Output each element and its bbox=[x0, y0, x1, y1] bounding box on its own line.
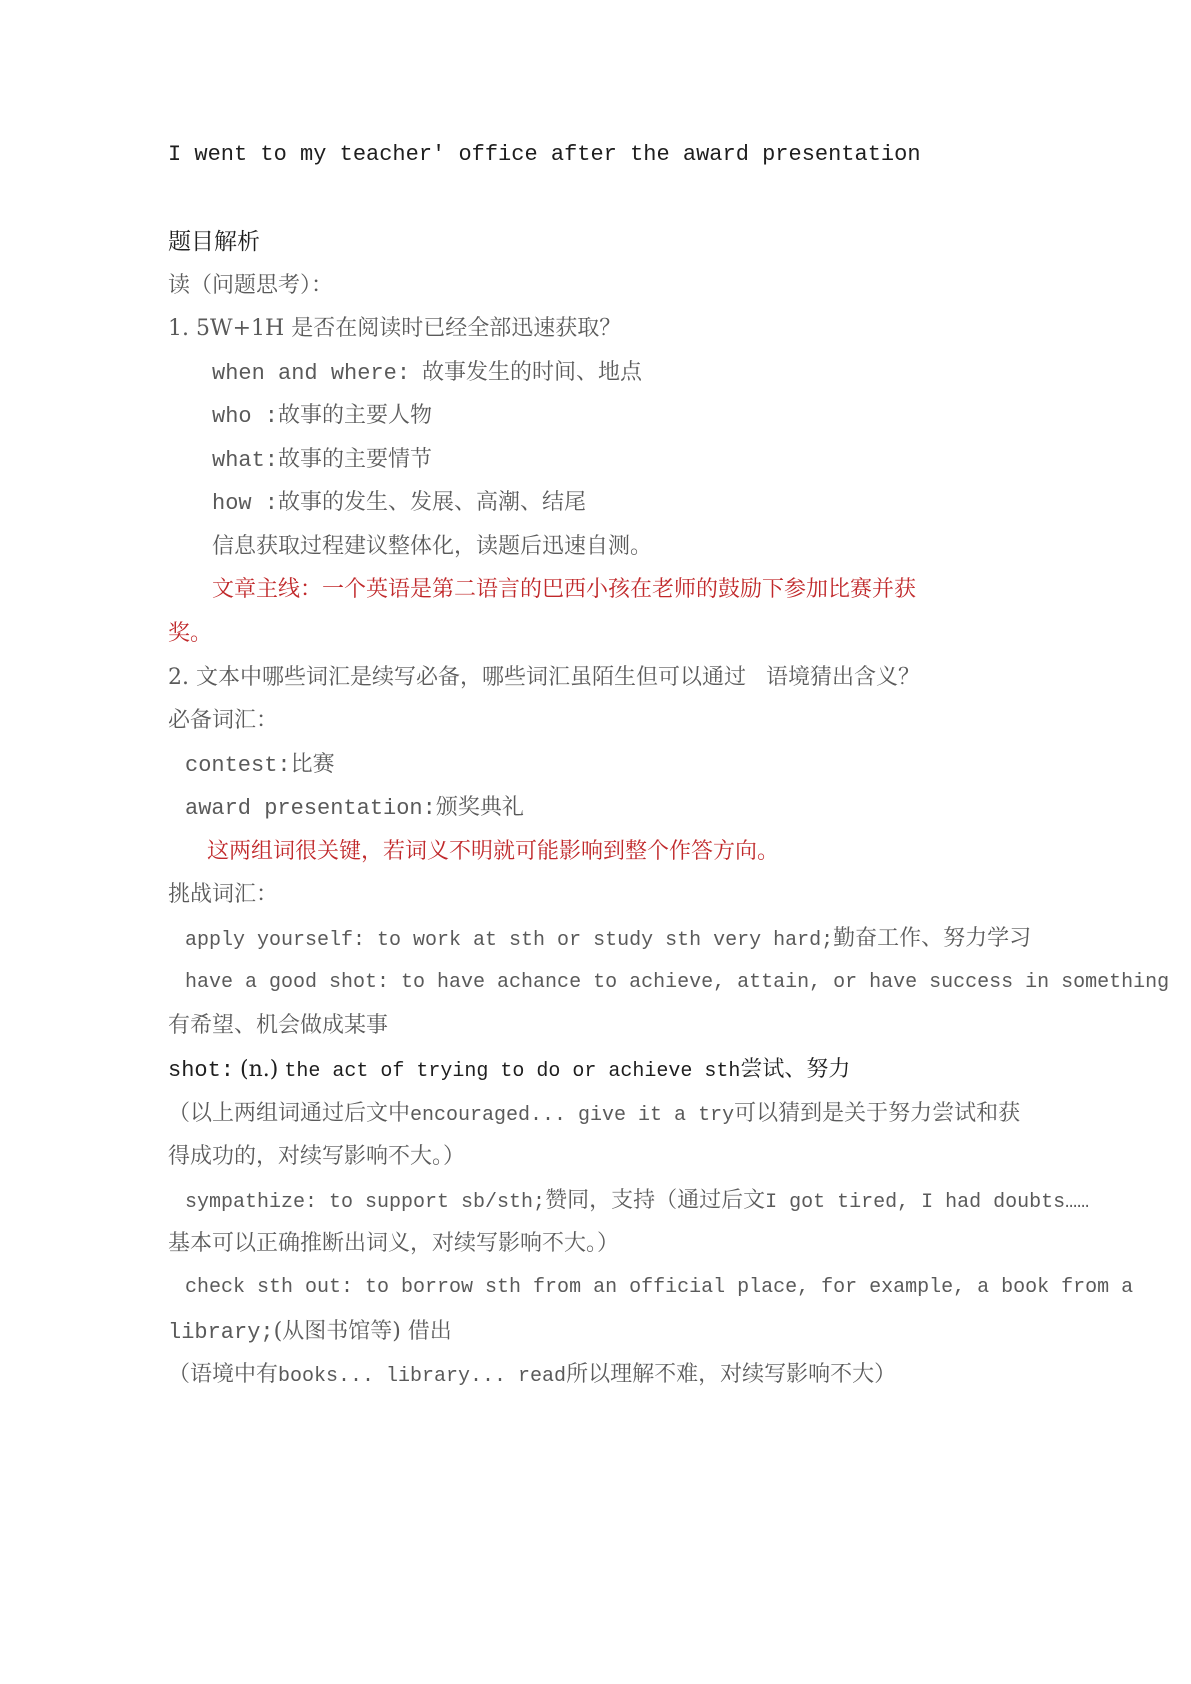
when-where-def: 故事发生的时间、地点 bbox=[422, 360, 643, 385]
shot-line bbox=[168, 1056, 850, 1086]
award-line bbox=[185, 794, 524, 823]
library-line bbox=[168, 1318, 452, 1347]
good-shot-def: 有希望、机会做成某事 bbox=[168, 1013, 389, 1038]
shot-term: shot: bbox=[168, 1058, 235, 1083]
apply-line bbox=[185, 925, 1031, 955]
who-def: 故事的主要人物 bbox=[278, 403, 433, 428]
note-1-end: 可以猜到是关于努力尝试和获 bbox=[734, 1101, 1021, 1126]
sympathize-term: sympathize: to support sb/sth; bbox=[185, 1191, 546, 1214]
apply-term: apply yourself: to work at sth or study sth very hard; bbox=[185, 929, 834, 952]
how-term: how : bbox=[212, 491, 279, 516]
advice-line: 信息获取过程建议整体化，读题后迅速自测。 bbox=[212, 534, 653, 559]
what-line bbox=[212, 446, 432, 475]
mainline-text-cont: 奖。 bbox=[168, 621, 213, 646]
question-1: 1. 5W+1H 是否在阅读时已经全部迅速获取？ bbox=[168, 316, 622, 341]
mainline-text: 文章主线：一个英语是第二语言的巴西小孩在老师的鼓励下参加比赛并获 bbox=[212, 577, 917, 602]
shot-english-def: the act of trying to do or achieve sth bbox=[284, 1060, 741, 1083]
question-2 bbox=[168, 664, 920, 692]
award-def: 颁奖典礼 bbox=[435, 795, 524, 820]
library-def: (从图书馆等) 借出 bbox=[273, 1319, 452, 1344]
when-where-line bbox=[212, 359, 642, 388]
note-3-start: （语境中有 bbox=[168, 1362, 279, 1387]
how-def: 故事的发生、发展、高潮、结尾 bbox=[278, 490, 587, 515]
note-1-line bbox=[168, 1100, 1020, 1130]
essential-vocab-label: 必备词汇： bbox=[168, 708, 279, 733]
who-line bbox=[212, 402, 432, 431]
challenge-vocab-label: 挑战词汇： bbox=[168, 882, 279, 907]
note-3-line bbox=[168, 1361, 896, 1391]
when-where-term: when and where: bbox=[212, 361, 411, 386]
what-term: what: bbox=[212, 448, 279, 473]
section-title: 题目解析 bbox=[168, 229, 260, 255]
question-2-a: 2. 文本中哪些词汇是续写必备，哪些词汇虽陌生但可以通过 bbox=[168, 665, 746, 690]
sympathize-quote: I got tired, I had doubts…… bbox=[765, 1191, 1090, 1214]
shot-chinese-def: 尝试、努力 bbox=[740, 1057, 851, 1082]
sympathize-def: 赞同，支持（通过后文 bbox=[545, 1188, 766, 1213]
note-2-line: 基本可以正确推断出词义，对续写影响不大。） bbox=[168, 1231, 620, 1256]
key-note: 这两组词很关键，若词义不明就可能影响到整个作答方向。 bbox=[207, 839, 780, 864]
library-term: library; bbox=[168, 1320, 274, 1345]
award-term: award presentation: bbox=[185, 796, 436, 821]
read-label: 读（问题思考）： bbox=[168, 273, 334, 298]
how-line bbox=[212, 489, 586, 518]
contest-line bbox=[185, 751, 335, 780]
what-def: 故事的主要情节 bbox=[278, 447, 433, 472]
note-1-cont: 得成功的，对续写影响不大。） bbox=[168, 1144, 466, 1169]
apply-def: 勤奋工作、努力学习 bbox=[833, 926, 1032, 951]
question-2-b: 语境猜出含义？ bbox=[766, 665, 921, 690]
title-line: I went to my teacher' office after the award presentation bbox=[168, 142, 921, 167]
shot-pos: (n.) bbox=[240, 1057, 279, 1082]
note-1-quote: encouraged... give it a try bbox=[410, 1104, 735, 1127]
contest-term: contest: bbox=[185, 753, 291, 778]
good-shot-line: have a good shot: to have achance to achieve, attain, or have success in something bbox=[185, 971, 1170, 994]
contest-def: 比赛 bbox=[290, 752, 335, 777]
note-3-quote: books... library... read bbox=[278, 1365, 567, 1388]
note-3-end: 所以理解不难，对续写影响不大） bbox=[566, 1362, 897, 1387]
who-term: who : bbox=[212, 404, 279, 429]
check-out-line: check sth out: to borrow sth from an official place, for example, a book from a bbox=[185, 1276, 1134, 1299]
sympathize-line bbox=[185, 1187, 1089, 1217]
note-1-start: （以上两组词通过后文中 bbox=[168, 1101, 411, 1126]
